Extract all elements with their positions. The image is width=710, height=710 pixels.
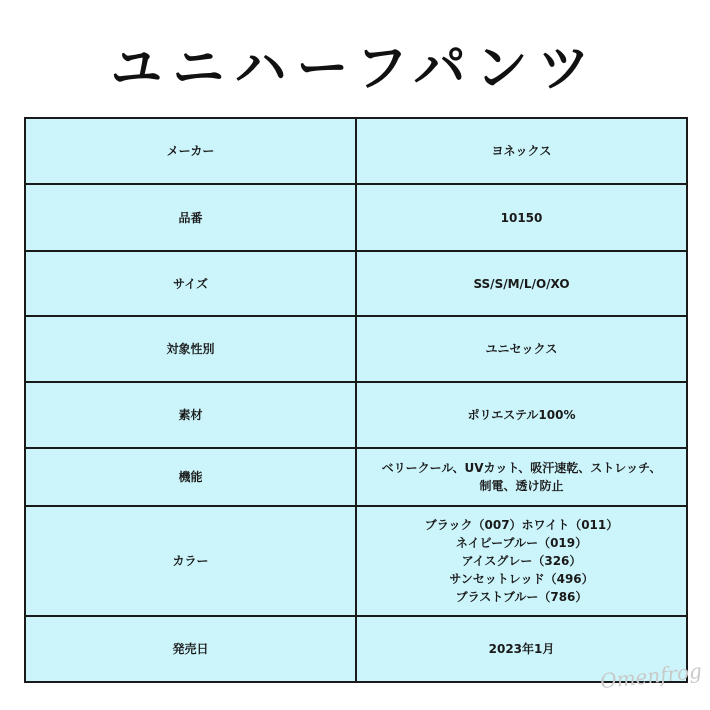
row-label-product-number: 品番	[25, 184, 356, 251]
row-value-size	[356, 251, 687, 316]
value-line: サンセットレッド（496）	[449, 572, 594, 586]
watermark-signature: Omenfrog	[599, 658, 703, 694]
value-line: ブラック（007）ホワイト（011）	[424, 518, 619, 532]
value-line: ネイビーブルー（019）	[455, 536, 588, 550]
row-label-color: カラー	[25, 506, 356, 616]
row-label-target-gender: 対象性別	[25, 316, 356, 382]
page-title: ユニハーフパンツ	[110, 39, 600, 99]
table-row	[25, 506, 687, 616]
row-label-material: 素材	[25, 382, 356, 448]
spec-table	[24, 117, 688, 683]
table-row	[25, 251, 687, 316]
table-row	[25, 382, 687, 448]
row-label-size: サイズ	[25, 251, 356, 316]
table-row	[25, 316, 687, 382]
row-value-material	[356, 382, 687, 448]
value-line: 10150	[500, 210, 543, 225]
row-value-maker	[356, 118, 687, 184]
table-row	[25, 184, 687, 251]
value-line: ユニセックス	[485, 342, 558, 356]
table-row	[25, 448, 687, 506]
value-line: 制電、透け防止	[479, 479, 564, 493]
value-line: 2023年1月	[488, 642, 555, 656]
row-value-color	[356, 506, 687, 616]
value-line: ブラストブルー（786）	[455, 590, 588, 604]
row-value-target-gender	[356, 316, 687, 382]
value-line: ポリエステル100%	[467, 408, 576, 422]
row-label-function: 機能	[25, 448, 356, 506]
table-row	[25, 616, 687, 682]
value-line: アイスグレー（326）	[461, 554, 582, 568]
row-label-maker: メーカー	[25, 118, 356, 184]
row-label-release-date: 発売日	[25, 616, 356, 682]
value-line: ベリークール、UVカット、吸汗速乾、ストレッチ、	[381, 461, 662, 475]
table-row	[25, 118, 687, 184]
row-value-product-number	[356, 184, 687, 251]
row-value-function	[356, 448, 687, 506]
value-line: SS/S/M/L/O/XO	[473, 276, 570, 291]
value-line: ヨネックス	[491, 144, 552, 158]
